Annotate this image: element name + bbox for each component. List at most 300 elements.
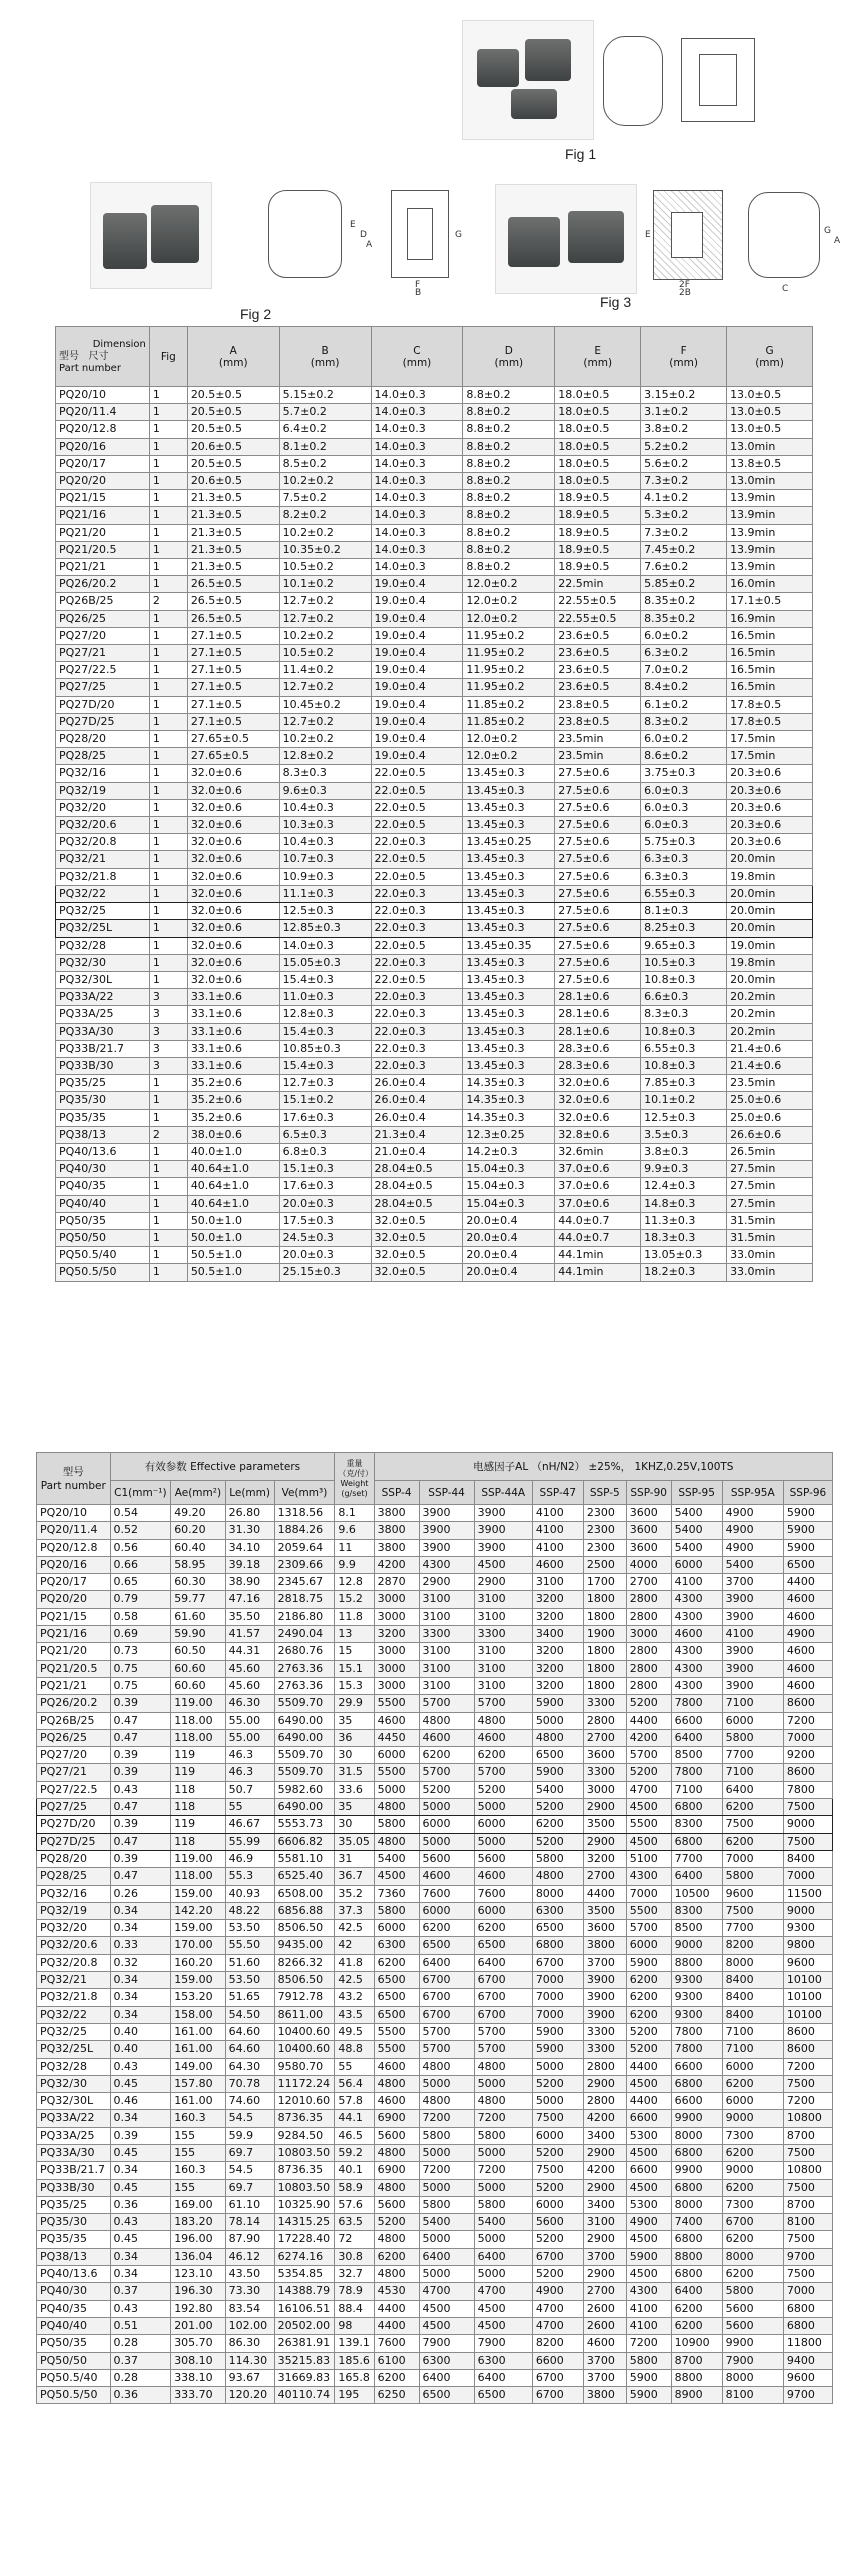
value-cell: 27.5min (727, 1195, 813, 1212)
value-cell: 60.60 (171, 1677, 225, 1694)
table-row (37, 2110, 833, 2127)
value-cell: 44.1min (555, 1247, 641, 1264)
value-cell: 13.0±0.5 (727, 387, 813, 404)
table-row (37, 1660, 833, 1677)
value-cell: 16.0min (727, 576, 813, 593)
value-cell: 3000 (374, 1677, 419, 1694)
value-cell: 32.8±0.6 (555, 1126, 641, 1143)
part-number-cell: PQ27D/25 (56, 713, 150, 730)
table-row (37, 1868, 833, 1885)
value-cell: 3300 (583, 2023, 626, 2040)
value-cell: 1 (149, 455, 187, 472)
value-cell: 11.3±0.3 (641, 1212, 727, 1229)
part-number-cell: PQ27D/20 (37, 1816, 111, 1833)
value-cell: 5509.70 (274, 1764, 335, 1781)
value-cell: 5200 (532, 2179, 583, 2196)
header2-mat-ssp4: SSP-4 (374, 1481, 419, 1505)
part-number-cell: PQ26/25 (56, 610, 150, 627)
part-number-cell: PQ32/30 (56, 954, 150, 971)
value-cell: 12.7±0.2 (279, 610, 371, 627)
table-row (56, 1092, 813, 1109)
value-cell: 6200 (671, 2317, 722, 2334)
value-cell: 36.7 (335, 1868, 374, 1885)
table-row (37, 2231, 833, 2248)
value-cell: 14.35±0.3 (463, 1075, 555, 1092)
value-cell: 20.3±0.6 (727, 799, 813, 816)
value-cell: 2900 (474, 1574, 532, 1591)
header-col-D: D (mm) (463, 327, 555, 387)
value-cell: 6.6±0.3 (641, 989, 727, 1006)
value-cell: 6800 (671, 1833, 722, 1850)
value-cell: 64.60 (225, 2023, 274, 2040)
part-number-cell: PQ50.5/50 (37, 2387, 111, 2404)
value-cell: 27.1±0.5 (187, 627, 279, 644)
value-cell: 20.0min (727, 903, 813, 920)
dimension-table-body (56, 387, 813, 1282)
value-cell: 5.6±0.2 (641, 455, 727, 472)
value-cell: 17.5min (727, 731, 813, 748)
value-cell: 161.00 (171, 2093, 225, 2110)
value-cell: 20502.00 (274, 2317, 335, 2334)
part-number-cell: PQ32/21.8 (56, 868, 150, 885)
value-cell: 2 (149, 1126, 187, 1143)
value-cell: 7100 (722, 2023, 783, 2040)
value-cell: 2680.76 (274, 1643, 335, 1660)
part-number-cell: PQ28/25 (56, 748, 150, 765)
value-cell: 13.45±0.3 (463, 799, 555, 816)
value-cell: 6500 (374, 2006, 419, 2023)
table-row (37, 2196, 833, 2213)
value-cell: 7500 (722, 1816, 783, 1833)
table-row (37, 1937, 833, 1954)
table-row (56, 1006, 813, 1023)
value-cell: 1318.56 (274, 1505, 335, 1522)
value-cell: 26.0±0.4 (371, 1109, 463, 1126)
header2-partnumber: 型号 Part number (37, 1453, 111, 1505)
value-cell: 15.04±0.3 (463, 1161, 555, 1178)
value-cell: 5900 (783, 1505, 832, 1522)
value-cell: 1 (149, 473, 187, 490)
value-cell: 7100 (722, 1695, 783, 1712)
value-cell: 6600 (671, 1712, 722, 1729)
value-cell: 3.8±0.3 (641, 1143, 727, 1160)
value-cell: 6200 (419, 1920, 474, 1937)
value-cell: 21.3±0.5 (187, 524, 279, 541)
value-cell: 3900 (722, 1677, 783, 1694)
table-row (37, 1643, 833, 1660)
value-cell: 7200 (474, 2162, 532, 2179)
value-cell: 196.00 (171, 2231, 225, 2248)
value-cell: 4500 (626, 2266, 671, 2283)
value-cell: 6700 (532, 2387, 583, 2404)
value-cell: 5200 (626, 2023, 671, 2040)
value-cell: 35215.83 (274, 2352, 335, 2369)
value-cell: 142.20 (171, 1902, 225, 1919)
value-cell: 40.1 (335, 2162, 374, 2179)
value-cell: 0.28 (110, 2335, 171, 2352)
part-number-cell: PQ35/25 (56, 1075, 150, 1092)
value-cell: 14388.79 (274, 2283, 335, 2300)
value-cell: 0.47 (110, 1799, 171, 1816)
value-cell: 5000 (374, 1781, 419, 1798)
value-cell: 12.0±0.2 (463, 731, 555, 748)
value-cell: 8700 (671, 2352, 722, 2369)
value-cell: 308.10 (171, 2352, 225, 2369)
value-cell: 102.00 (225, 2317, 274, 2334)
value-cell: 5.7±0.2 (279, 404, 371, 421)
value-cell: 44.31 (225, 1643, 274, 1660)
value-cell: 26.0±0.4 (371, 1092, 463, 1109)
value-cell: 6.5±0.3 (279, 1126, 371, 1143)
value-cell: 2800 (626, 1677, 671, 1694)
table-row (37, 1626, 833, 1643)
value-cell: 16106.51 (274, 2300, 335, 2317)
value-cell: 0.79 (110, 1591, 171, 1608)
part-number-cell: PQ28/20 (56, 731, 150, 748)
value-cell: 5600 (722, 2300, 783, 2317)
value-cell: 2300 (583, 1505, 626, 1522)
table-row (56, 765, 813, 782)
value-cell: 2700 (583, 2283, 626, 2300)
value-cell: 5000 (474, 2075, 532, 2092)
value-cell: 20.3±0.6 (727, 782, 813, 799)
value-cell: 7360 (374, 1885, 419, 1902)
value-cell: 4400 (374, 2300, 419, 2317)
value-cell: 160.3 (171, 2162, 225, 2179)
value-cell: 8500 (671, 1920, 722, 1937)
label-E: E (350, 220, 356, 230)
value-cell: 5200 (532, 1833, 583, 1850)
value-cell: 6800 (783, 2317, 832, 2334)
value-cell: 27.5±0.6 (555, 782, 641, 799)
value-cell: 45.60 (225, 1677, 274, 1694)
value-cell: 3700 (583, 1954, 626, 1971)
value-cell: 14.0±0.3 (371, 541, 463, 558)
value-cell: 17.6±0.3 (279, 1109, 371, 1126)
value-cell: 1 (149, 559, 187, 576)
table-row (37, 1591, 833, 1608)
value-cell: 7600 (474, 1885, 532, 1902)
value-cell: 1 (149, 920, 187, 937)
value-cell: 19.0±0.4 (371, 713, 463, 730)
value-cell: 53.50 (225, 1972, 274, 1989)
value-cell: 3800 (374, 1522, 419, 1539)
value-cell: 7100 (722, 1764, 783, 1781)
value-cell: 139.1 (335, 2335, 374, 2352)
value-cell: 28.3±0.6 (555, 1040, 641, 1057)
value-cell: 72 (335, 2231, 374, 2248)
value-cell: 7000 (783, 2283, 832, 2300)
header2-effective: 有效参数 Effective parameters (110, 1453, 335, 1481)
table-row (56, 731, 813, 748)
value-cell: 5800 (419, 2196, 474, 2213)
value-cell: 9700 (783, 2248, 832, 2265)
value-cell: 1 (149, 524, 187, 541)
value-cell: 1 (149, 1143, 187, 1160)
value-cell: 73.30 (225, 2283, 274, 2300)
value-cell: 8.35±0.2 (641, 610, 727, 627)
value-cell: 5000 (532, 2058, 583, 2075)
value-cell: 2300 (583, 1539, 626, 1556)
header-dimension: Dimension (92, 338, 146, 350)
part-number-cell: PQ27/25 (56, 679, 150, 696)
value-cell: 8.8±0.2 (463, 387, 555, 404)
value-cell: 157.80 (171, 2075, 225, 2092)
value-cell: 19.0min (727, 937, 813, 954)
value-cell: 5000 (474, 2266, 532, 2283)
table-row (37, 2369, 833, 2386)
value-cell: 15.1 (335, 1660, 374, 1677)
value-cell: 2600 (583, 2317, 626, 2334)
table-row (37, 1954, 833, 1971)
value-cell: 6.0±0.2 (641, 627, 727, 644)
value-cell: 98 (335, 2317, 374, 2334)
value-cell: 8.8±0.2 (463, 421, 555, 438)
part-number-cell: PQ50.5/40 (56, 1247, 150, 1264)
part-number-cell: PQ35/35 (56, 1109, 150, 1126)
value-cell: 5581.10 (274, 1850, 335, 1867)
value-cell: 20.2min (727, 989, 813, 1006)
value-cell: 4600 (783, 1660, 832, 1677)
value-cell: 1 (149, 421, 187, 438)
value-cell: 5000 (532, 1712, 583, 1729)
value-cell: 2800 (583, 2093, 626, 2110)
value-cell: 36 (335, 1729, 374, 1746)
value-cell: 26.5±0.5 (187, 610, 279, 627)
value-cell: 2490.04 (274, 1626, 335, 1643)
value-cell: 3900 (583, 2006, 626, 2023)
value-cell: 50.7 (225, 1781, 274, 1798)
table-row (37, 2214, 833, 2231)
value-cell: 4800 (419, 2093, 474, 2110)
value-cell: 6.3±0.3 (641, 868, 727, 885)
value-cell: 18.0±0.5 (555, 421, 641, 438)
value-cell: 25.0±0.6 (727, 1109, 813, 1126)
value-cell: 2500 (583, 1556, 626, 1573)
value-cell: 4600 (671, 1626, 722, 1643)
value-cell: 6000 (722, 2058, 783, 2075)
value-cell: 3900 (474, 1505, 532, 1522)
part-number-cell: PQ26B/25 (56, 593, 150, 610)
value-cell: 2186.80 (274, 1608, 335, 1625)
value-cell: 196.30 (171, 2283, 225, 2300)
value-cell: 83.54 (225, 2300, 274, 2317)
header2-mat-ssp44a: SSP-44A (474, 1481, 532, 1505)
value-cell: 7912.78 (274, 1989, 335, 2006)
part-number-cell: PQ32/20.8 (37, 1954, 111, 1971)
value-cell: 4530 (374, 2283, 419, 2300)
value-cell: 1 (149, 817, 187, 834)
part-number-cell: PQ40/40 (37, 2317, 111, 2334)
value-cell: 31.5min (727, 1229, 813, 1246)
value-cell: 0.34 (110, 1920, 171, 1937)
table-row (56, 627, 813, 644)
fig3-photo (495, 184, 637, 294)
value-cell: 8500 (671, 1747, 722, 1764)
value-cell: 7000 (532, 2006, 583, 2023)
value-cell: 8.8±0.2 (463, 404, 555, 421)
value-cell: 4500 (626, 2231, 671, 2248)
value-cell: 5600 (474, 1850, 532, 1867)
value-cell: 0.75 (110, 1660, 171, 1677)
value-cell: 14.0±0.3 (371, 507, 463, 524)
value-cell: 0.33 (110, 1937, 171, 1954)
table-row (56, 954, 813, 971)
part-number-cell: PQ33B/30 (37, 2179, 111, 2196)
table-row (56, 1247, 813, 1264)
table-row (37, 2093, 833, 2110)
value-cell: 6490.00 (274, 1799, 335, 1816)
value-cell: 183.20 (171, 2214, 225, 2231)
value-cell: 31669.83 (274, 2369, 335, 2386)
value-cell: 8266.32 (274, 1954, 335, 1971)
value-cell: 6500 (783, 1556, 832, 1573)
value-cell: 7500 (783, 1833, 832, 1850)
value-cell: 9284.50 (274, 2127, 335, 2144)
value-cell: 4300 (671, 1591, 722, 1608)
value-cell: 8.8±0.2 (463, 541, 555, 558)
table-row (56, 937, 813, 954)
value-cell: 114.30 (225, 2352, 274, 2369)
value-cell: 35.05 (335, 1833, 374, 1850)
value-cell: 5200 (532, 2075, 583, 2092)
value-cell: 0.47 (110, 1833, 171, 1850)
value-cell: 6700 (419, 2006, 474, 2023)
value-cell: 9000 (783, 1816, 832, 1833)
value-cell: 5200 (532, 2231, 583, 2248)
value-cell: 60.50 (171, 1643, 225, 1660)
value-cell: 5700 (419, 2041, 474, 2058)
value-cell: 46.30 (225, 1695, 274, 1712)
value-cell: 4900 (532, 2283, 583, 2300)
value-cell: 6200 (722, 2075, 783, 2092)
value-cell: 7500 (783, 2266, 832, 2283)
value-cell: 6200 (722, 2144, 783, 2161)
value-cell: 12.5±0.3 (641, 1109, 727, 1126)
value-cell: 56.4 (335, 2075, 374, 2092)
value-cell: 17228.40 (274, 2231, 335, 2248)
table-row (37, 2300, 833, 2317)
value-cell: 1 (149, 1195, 187, 1212)
part-number-cell: PQ32/21 (56, 851, 150, 868)
value-cell: 13.45±0.3 (463, 989, 555, 1006)
value-cell: 4100 (532, 1505, 583, 1522)
value-cell: 10.4±0.3 (279, 834, 371, 851)
part-number-cell: PQ32/20.8 (56, 834, 150, 851)
value-cell: 11.95±0.2 (463, 645, 555, 662)
value-cell: 59.90 (171, 1626, 225, 1643)
value-cell: 4800 (419, 2058, 474, 2075)
value-cell: 10100 (783, 2006, 832, 2023)
part-number-cell: PQ33B/30 (56, 1057, 150, 1074)
part-number-cell: PQ40/35 (37, 2300, 111, 2317)
part-number-cell: PQ35/35 (37, 2231, 111, 2248)
table-row (56, 679, 813, 696)
value-cell: 9000 (783, 1902, 832, 1919)
value-cell: 13.9min (727, 559, 813, 576)
value-cell: 33.1±0.6 (187, 1006, 279, 1023)
value-cell: 9300 (671, 2006, 722, 2023)
value-cell: 0.37 (110, 2352, 171, 2369)
value-cell: 27.5±0.6 (555, 885, 641, 902)
value-cell: 20.6±0.5 (187, 438, 279, 455)
value-cell: 15.4±0.3 (279, 1023, 371, 1040)
value-cell: 4600 (783, 1677, 832, 1694)
part-number-cell: PQ27/22.5 (56, 662, 150, 679)
value-cell: 6400 (671, 1729, 722, 1746)
part-number-cell: PQ20/20 (56, 473, 150, 490)
value-cell: 10.1±0.2 (279, 576, 371, 593)
value-cell: 7200 (783, 2058, 832, 2075)
value-cell: 16.5min (727, 645, 813, 662)
part-number-cell: PQ33A/22 (37, 2110, 111, 2127)
value-cell: 3900 (583, 1972, 626, 1989)
value-cell: 47.16 (225, 1591, 274, 1608)
value-cell: 6400 (419, 1954, 474, 1971)
value-cell: 5200 (626, 1695, 671, 1712)
value-cell: 8400 (722, 1972, 783, 1989)
value-cell: 12.8±0.3 (279, 1006, 371, 1023)
value-cell: 3200 (532, 1643, 583, 1660)
value-cell: 6500 (374, 1972, 419, 1989)
fig1-caption: Fig 1 (565, 146, 597, 162)
value-cell: 26.6±0.6 (727, 1126, 813, 1143)
value-cell: 192.80 (171, 2300, 225, 2317)
table-row (37, 1677, 833, 1694)
value-cell: 7.6±0.2 (641, 559, 727, 576)
part-number-cell: PQ32/21.8 (37, 1989, 111, 2006)
value-cell: 50.5±1.0 (187, 1247, 279, 1264)
value-cell: 160.20 (171, 1954, 225, 1971)
value-cell: 1 (149, 731, 187, 748)
value-cell: 27.5±0.6 (555, 920, 641, 937)
value-cell: 60.20 (171, 1522, 225, 1539)
value-cell: 3900 (419, 1539, 474, 1556)
value-cell: 18.9±0.5 (555, 524, 641, 541)
value-cell: 5000 (419, 1833, 474, 1850)
table-row (37, 1556, 833, 1573)
value-cell: 14.0±0.3 (371, 421, 463, 438)
value-cell: 2900 (583, 2144, 626, 2161)
table-row (56, 1126, 813, 1143)
value-cell: 7300 (722, 2196, 783, 2213)
value-cell: 8611.00 (274, 2006, 335, 2023)
value-cell: 5900 (783, 1539, 832, 1556)
value-cell: 6200 (474, 1747, 532, 1764)
table-row (37, 2248, 833, 2265)
value-cell: 4600 (419, 1868, 474, 1885)
part-number-cell: PQ27D/25 (37, 1833, 111, 1850)
part-number-cell: PQ21/15 (37, 1608, 111, 1625)
value-cell: 0.45 (110, 2179, 171, 2196)
value-cell: 12.4±0.3 (641, 1178, 727, 1195)
value-cell: 1 (149, 490, 187, 507)
value-cell: 13.45±0.3 (463, 1057, 555, 1074)
value-cell: 2900 (583, 1833, 626, 1850)
value-cell: 159.00 (171, 1885, 225, 1902)
value-cell: 3100 (419, 1660, 474, 1677)
value-cell: 4800 (532, 1729, 583, 1746)
value-cell: 3300 (583, 1764, 626, 1781)
value-cell: 5000 (474, 2231, 532, 2248)
value-cell: 4600 (374, 2058, 419, 2075)
value-cell: 5200 (419, 1781, 474, 1798)
header2-mat-ssp47: SSP-47 (532, 1481, 583, 1505)
table-row (56, 490, 813, 507)
value-cell: 4600 (474, 1868, 532, 1885)
value-cell: 17.6±0.3 (279, 1178, 371, 1195)
header-part-number: Part number (59, 362, 121, 374)
